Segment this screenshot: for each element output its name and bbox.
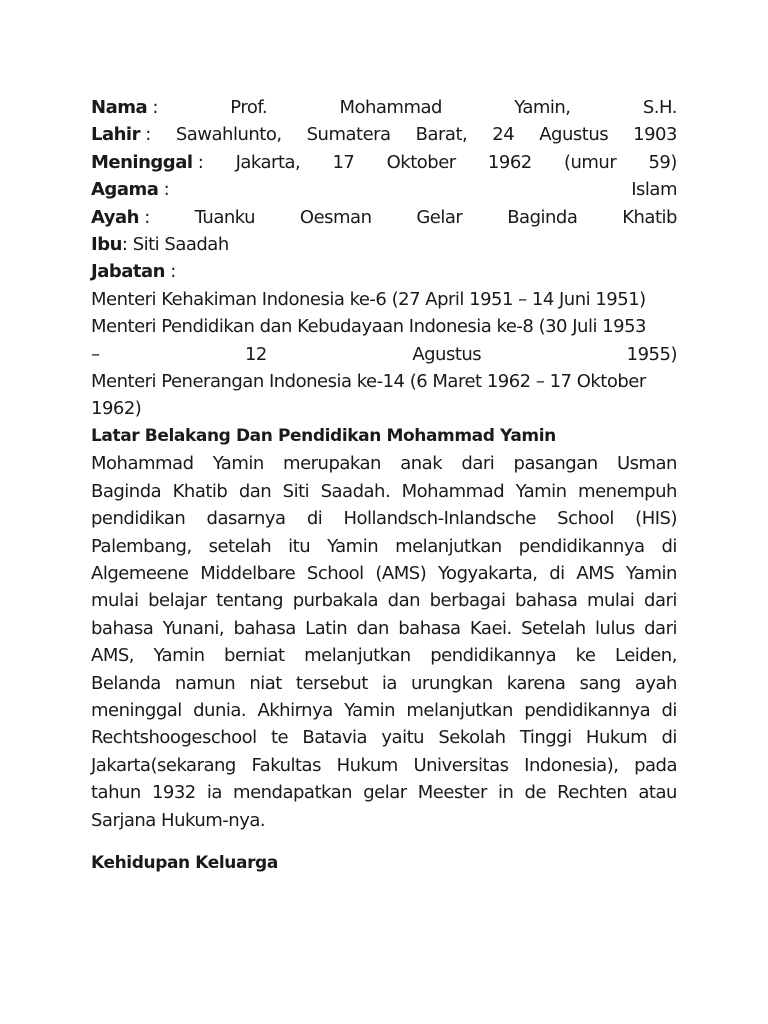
paragraph-word: bahasa: [398, 617, 461, 639]
paragraph-word: dan: [356, 617, 389, 639]
paragraph-word: menempuh: [578, 480, 677, 502]
nama-word: Prof.: [230, 97, 268, 118]
jabatan-2-word: –: [91, 343, 100, 365]
paragraph-word: de: [524, 782, 547, 804]
lahir-word: Barat,: [415, 124, 468, 146]
paragraph-word: Fakultas: [251, 754, 321, 776]
paragraph-word: dari: [644, 617, 677, 639]
meninggal-word: 1962: [487, 151, 532, 173]
paragraph-word: AMS: [576, 562, 615, 584]
paragraph-word: karena: [506, 672, 566, 694]
paragraph-word: Yamin: [625, 562, 677, 584]
paragraph-line: [91, 779, 677, 806]
paragraph-line: [91, 560, 677, 587]
paragraph-word: Latin: [305, 617, 348, 639]
paragraph-word: urungkan: [411, 672, 493, 694]
nama-label-group: [91, 94, 158, 121]
paragraph-word: Rechten: [557, 782, 628, 804]
paragraph-word: Setelah: [521, 617, 586, 639]
paragraph-word: merupakan: [283, 453, 381, 475]
ayah-row: [91, 204, 677, 231]
paragraph-word: School: [306, 562, 364, 584]
paragraph-word: niat: [249, 672, 282, 694]
nama-word: S.H.: [642, 97, 677, 118]
biography-paragraph: [91, 450, 677, 834]
paragraph-word: Sekolah: [438, 727, 506, 749]
paragraph-word: mendapatkan: [233, 782, 353, 804]
paragraph-word: dari: [644, 590, 677, 612]
paragraph-word: Yamin: [327, 535, 379, 557]
meninggal-word: Oktober: [386, 151, 456, 173]
paragraph-word: pendidikannya: [524, 699, 651, 721]
jabatan-item-1: Menteri Kehakiman Indonesia ke-6 (27 April 1951 – 14 Juni 1951): [91, 288, 646, 310]
paragraph-word: di: [549, 562, 565, 584]
lahir-word: 24: [492, 124, 515, 146]
nama-word: Mohammad: [339, 97, 442, 118]
paragraph-word: yaitu: [381, 727, 425, 749]
paragraph-word: tersebut: [295, 672, 368, 694]
paragraph-word: mulai: [91, 590, 139, 612]
paragraph-word: Tinggi: [519, 727, 572, 749]
paragraph-word: Leiden,: [615, 645, 677, 667]
ibu-value: : Siti Saadah: [121, 234, 229, 256]
paragraph-word: purbakala: [292, 590, 379, 612]
paragraph-word: setelah: [208, 535, 272, 557]
meninggal-word: 17: [332, 151, 355, 173]
jabatan-sep: :: [170, 261, 176, 283]
paragraph-word: Jakarta(sekarang: [91, 754, 236, 776]
paragraph-word: Yunani,: [162, 617, 225, 639]
paragraph-word: Yogyakarta,: [437, 562, 538, 584]
section-spacer: [91, 834, 677, 850]
paragraph-word: Palembang,: [91, 535, 192, 557]
paragraph-line: [91, 587, 677, 614]
agama-value: Islam: [631, 179, 677, 201]
ayah-word: Khatib: [622, 206, 677, 228]
paragraph-word: melanjutkan: [395, 535, 502, 557]
lahir-sep: :: [145, 124, 151, 146]
paragraph-word: Baginda: [91, 480, 162, 502]
nama-label: Nama: [91, 97, 148, 118]
meninggal-word: 59): [648, 151, 677, 173]
paragraph-word: tahun: [91, 782, 141, 804]
paragraph-word: Hollandsch-Inlandsche: [343, 508, 536, 530]
paragraph-line: [91, 505, 677, 532]
agama-sep: :: [163, 179, 170, 201]
paragraph-word: te: [270, 727, 289, 749]
lahir-label-group: [91, 121, 151, 148]
paragraph-word: ayah: [634, 672, 677, 694]
paragraph-word: Indonesia),: [524, 754, 619, 776]
agama-label-group: [91, 176, 169, 203]
agama-row: [91, 176, 677, 203]
paragraph-word: Saadah.: [320, 480, 391, 502]
paragraph-line: [91, 642, 677, 669]
paragraph-word: Rechtshoogeschool: [91, 727, 257, 749]
paragraph-word: namun: [174, 672, 236, 694]
paragraph-word: berbagai: [429, 590, 506, 612]
paragraph-word: melanjutkan: [304, 645, 411, 667]
paragraph-word: (AMS): [375, 562, 427, 584]
paragraph-line: [91, 697, 677, 724]
paragraph-word: Algemeene: [91, 562, 189, 584]
paragraph-word: pendidikannya: [430, 645, 557, 667]
paragraph-word: dari: [461, 453, 495, 475]
section-heading-kehidupan-keluarga: Kehidupan Keluarga: [91, 852, 278, 873]
paragraph-word: Kaei.: [469, 617, 512, 639]
jabatan-item-2: Menteri Pendidikan dan Kebudayaan Indonesia ke-8 (30 Juli 1953: [91, 316, 646, 338]
paragraph-word: belajar: [148, 590, 207, 612]
paragraph-word: pada: [634, 754, 677, 776]
jabatan-2-word: Agustus: [412, 343, 482, 365]
meninggal-sep: :: [197, 151, 204, 173]
paragraph-word: AMS,: [91, 645, 134, 667]
nama-row: [91, 94, 677, 121]
paragraph-line: [91, 752, 677, 779]
paragraph-word: itu: [288, 535, 311, 557]
paragraph-line: [91, 478, 677, 505]
paragraph-line: [91, 670, 677, 697]
paragraph-word: berniat: [224, 645, 285, 667]
paragraph-word: lulus: [595, 617, 635, 639]
paragraph-word: Mohammad: [91, 453, 194, 475]
lahir-label: Lahir: [91, 124, 140, 146]
paragraph-word: di: [661, 699, 677, 721]
paragraph-word: Mohammad: [401, 480, 505, 502]
document-content: [91, 94, 677, 877]
paragraph-line: [91, 450, 677, 477]
paragraph-word: 1932: [151, 782, 196, 804]
jabatan-2-word: 12: [244, 343, 267, 365]
paragraph-word: Siti: [282, 480, 310, 502]
paragraph-word: tentang: [216, 590, 284, 612]
paragraph-word: pendidikannya: [518, 535, 645, 557]
paragraph-word: pasangan: [513, 453, 598, 475]
ibu-row: [91, 231, 677, 258]
paragraph-word: Middelbare: [200, 562, 296, 584]
paragraph-line: [91, 533, 677, 560]
paragraph-word: di: [306, 508, 323, 530]
meninggal-row: [91, 149, 677, 176]
paragraph-word: Universitas: [413, 754, 509, 776]
paragraph-word: Yamin: [515, 480, 567, 502]
paragraph-word: bahasa: [515, 590, 578, 612]
ayah-label-group: [91, 204, 150, 231]
ayah-word: Oesman: [299, 206, 372, 228]
paragraph-word: Belanda: [91, 672, 161, 694]
paragraph-word: dan: [238, 480, 272, 502]
paragraph-word: pendidikan: [91, 508, 186, 530]
paragraph-word: bahasa: [91, 617, 154, 639]
paragraph-word: (HIS): [635, 508, 677, 530]
ayah-word: Baginda: [507, 206, 578, 228]
paragraph-word: ia: [206, 782, 222, 804]
ayah-word: Tuanku: [194, 206, 256, 228]
paragraph-word: Yamin: [212, 453, 264, 475]
meninggal-word: Jakarta,: [235, 151, 301, 173]
paragraph-word: sang: [579, 672, 621, 694]
paragraph-word: Akhirnya: [257, 699, 333, 721]
jabatan-label: Jabatan: [91, 261, 165, 283]
lahir-word: Sumatera: [306, 124, 391, 146]
paragraph-word: Khatib: [172, 480, 228, 502]
paragraph-word: di: [661, 727, 677, 749]
paragraph-word: in: [497, 782, 514, 804]
paragraph-word: anak: [400, 453, 443, 475]
jabatan-item-2-cont: [91, 341, 677, 368]
ayah-word: Gelar: [416, 206, 463, 228]
paragraph-word: dan: [387, 590, 421, 612]
nama-sep: :: [152, 97, 158, 118]
ayah-sep: :: [144, 206, 150, 228]
paragraph-word: Hukum: [585, 727, 648, 749]
lahir-word: Agustus: [539, 124, 609, 146]
paragraph-word: School: [557, 508, 614, 530]
meninggal-label: Meninggal: [91, 151, 193, 173]
paragraph-word: Hukum: [336, 754, 398, 776]
paragraph-word: ke: [575, 645, 596, 667]
paragraph-word: melanjutkan: [406, 699, 513, 721]
paragraph-word: dunia.: [193, 699, 247, 721]
paragraph-word: gelar: [363, 782, 407, 804]
paragraph-word: ia: [381, 672, 397, 694]
jabatan-item-3-cont: 1962): [91, 398, 142, 420]
paragraph-word: Yamin: [153, 645, 205, 667]
paragraph-last-line: Sarjana Hukum-nya.: [91, 809, 266, 831]
meninggal-word: (umur: [563, 151, 617, 173]
nama-word: Yamin,: [514, 97, 571, 118]
paragraph-word: Batavia: [302, 727, 368, 749]
ibu-label: Ibu: [91, 234, 122, 256]
paragraph-word: atau: [638, 782, 677, 804]
agama-label: Agama: [91, 179, 159, 201]
jabatan-item-3: Menteri Penerangan Indonesia ke-14 (6 Maret 1962 – 17 Oktober: [91, 371, 646, 393]
paragraph-word: Meester: [417, 782, 487, 804]
paragraph-word: Usman: [616, 453, 677, 475]
lahir-row: [91, 121, 677, 148]
ayah-label: Ayah: [91, 206, 139, 228]
lahir-word: 1903: [633, 124, 677, 146]
paragraph-word: Yamin: [344, 699, 396, 721]
paragraph-line: [91, 724, 677, 751]
meninggal-label-group: [91, 149, 203, 176]
section-heading-latar-belakang: Latar Belakang Dan Pendidikan Mohammad Yamin: [91, 425, 556, 446]
paragraph-word: dasarnya: [206, 508, 286, 530]
jabatan-row: [91, 258, 677, 285]
paragraph-word: meninggal: [91, 699, 182, 721]
paragraph-word: bahasa: [233, 617, 296, 639]
paragraph-line: [91, 615, 677, 642]
paragraph-word: di: [661, 535, 677, 557]
paragraph-word: mulai: [586, 590, 635, 612]
lahir-word: Sawahlunto,: [175, 124, 282, 146]
jabatan-2-word: 1955): [626, 343, 677, 365]
